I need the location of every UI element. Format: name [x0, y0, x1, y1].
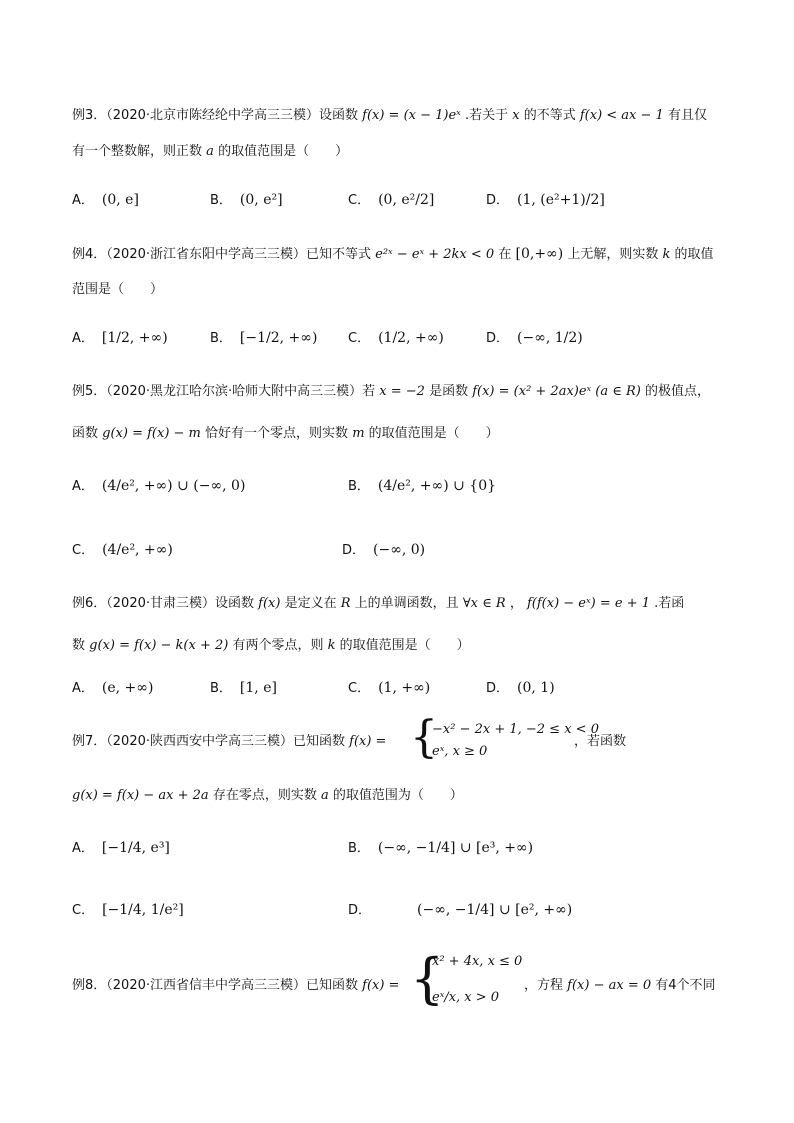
- ex7-option-c-math: [−1/4, 1/e²]: [102, 902, 184, 918]
- ex3-head: 例3．（2020·北京市陈经纶中学高三三模）设函数: [72, 108, 358, 123]
- ex5-formula: f(x) = (x² + 2ax)eˣ (a ∈ R): [472, 384, 641, 399]
- ex3-line2tail: 的取值范围是（ ）: [218, 144, 349, 159]
- ex3-option-d[interactable]: D． (1, (e²+1)/2]: [486, 192, 605, 208]
- ex4-interval: [0,+∞): [515, 246, 564, 262]
- ex3-param: a: [206, 144, 214, 159]
- ex6-option-b-math: [1, e]: [239, 680, 277, 696]
- ex5-option-c[interactable]: C． (4/e², +∞): [72, 542, 173, 558]
- ex4-line1: [72, 244, 714, 265]
- ex5-head: 例5．（2020·黑龙江哈尔滨·哈师大附中高三三模）若: [72, 384, 376, 399]
- ex6-option-a[interactable]: A． (e, +∞): [72, 680, 154, 696]
- ex5-option-d-math: (−∞, 0): [373, 542, 426, 558]
- ex3-var: x: [512, 108, 520, 123]
- ex4-tail2: 的取值: [674, 247, 714, 262]
- ex8-tail-line: [524, 976, 716, 996]
- ex4-head: 例4．（2020·浙江省东阳中学高三三模）已知不等式: [72, 247, 371, 262]
- ex7-f: f(x) =: [349, 734, 387, 749]
- ex4-tail: 上无解，则实数: [567, 247, 659, 262]
- ex4-line2-text: 范围是（ ）: [72, 282, 164, 297]
- ex7-option-a-math: [−1/4, e³]: [101, 840, 170, 856]
- ex3-option-a[interactable]: A． (0, e]: [72, 192, 139, 208]
- ex4-option-c-math: (1/2, +∞): [378, 330, 444, 346]
- ex6-option-c[interactable]: C． (1, +∞): [348, 680, 431, 696]
- ex5-line2b: 恰好有一个零点，则实数: [205, 426, 349, 441]
- ex5-line2a: 函数: [72, 426, 99, 441]
- ex6-tail: .若函: [654, 596, 685, 611]
- ex7-option-d-math: (−∞, −1/4] ∪ [e², +∞): [417, 902, 573, 918]
- ex7-piece2: eˣ, x ≥ 0: [432, 744, 488, 759]
- ex8-tail: ，方程: [524, 978, 564, 993]
- ex7-tail: ，若函数: [574, 734, 627, 749]
- ex5-line2: [72, 424, 499, 444]
- ex6-param: k: [327, 638, 336, 653]
- ex6-option-a-math: (e, +∞): [101, 680, 154, 696]
- ex3-option-a-math: (0, e]: [101, 192, 139, 208]
- ex3-line1: [72, 106, 707, 126]
- ex6-eq: f(f(x) − eˣ) = e + 1: [526, 596, 650, 611]
- ex5-mid: 是函数: [429, 384, 469, 399]
- ex7-param: a: [320, 788, 329, 803]
- ex7-piecewise-brace: {: [410, 712, 438, 763]
- ex4-option-d-math: (−∞, 1/2): [517, 330, 583, 346]
- ex6-option-c-math: (1, +∞): [378, 680, 431, 696]
- ex8-head: 例8．（2020·江西省信丰中学高三三模）已知函数: [72, 978, 358, 993]
- ex7-option-c[interactable]: C． [−1/4, 1/e²]: [72, 902, 184, 918]
- ex5-option-a-math: (4/e², +∞) ∪ (−∞, 0): [101, 478, 246, 494]
- ex3-option-c[interactable]: C． (0, e²/2]: [348, 192, 435, 208]
- ex8-piecewise-brace: {: [410, 947, 445, 1010]
- ex3-option-d-math: (1, (e²+1)/2]: [517, 192, 605, 208]
- ex3-ineq: f(x) < ax − 1: [579, 108, 664, 123]
- ex3-option-c-math: (0, e²/2]: [378, 192, 435, 208]
- ex4-option-b[interactable]: B． [−1/2, +∞): [210, 330, 318, 346]
- ex8-piece1: x² + 4x, x ≤ 0: [432, 954, 523, 969]
- ex5-line2c: 的取值范围是（ ）: [368, 426, 499, 441]
- ex3-formula: f(x) = (x − 1)eˣ: [362, 108, 461, 123]
- ex5-param: m: [352, 426, 365, 441]
- ex6-line1: [72, 594, 684, 614]
- ex6-line2c: 的取值范围是（ ）: [339, 638, 470, 653]
- ex8-tail2: 有4个不同: [655, 978, 716, 993]
- ex5-option-b-math: (4/e², +∞) ∪ {0}: [377, 478, 497, 494]
- ex4-option-a-math: [1/2, +∞): [101, 330, 168, 346]
- ex7-line2b: 存在零点，则实数: [212, 788, 317, 803]
- ex6-line2b: 有两个零点，则: [232, 638, 324, 653]
- ex3-option-b[interactable]: B． (0, e²]: [210, 192, 283, 208]
- ex3-mid: .若关于: [464, 108, 509, 123]
- ex6-option-b[interactable]: B． [1, e]: [210, 680, 277, 696]
- ex5-tail: 的极值点，: [645, 384, 711, 399]
- ex5-cond: x = −2: [379, 384, 425, 399]
- ex3-mid2: 的不等式: [523, 108, 576, 123]
- ex3-option-b-math: (0, e²]: [239, 192, 283, 208]
- ex5-option-d[interactable]: D． (−∞, 0): [342, 542, 426, 558]
- ex6-line2a: 数: [72, 638, 86, 653]
- ex3-tail: 有且仅: [667, 108, 707, 123]
- ex5-option-b[interactable]: B． (4/e², +∞) ∪ {0}: [348, 478, 497, 494]
- ex7-line2c: 的取值范围为（ ）: [332, 788, 463, 803]
- ex7-option-d[interactable]: D． (−∞, −1/4] ∪ [e², +∞): [348, 902, 573, 918]
- ex6-g: g(x) = f(x) − k(x + 2): [89, 638, 229, 653]
- ex7-line1: [72, 732, 386, 752]
- ex6-comma: ，: [509, 596, 523, 611]
- ex6-mid: 是定义在: [284, 596, 337, 611]
- ex8-eq: f(x) − ax = 0: [567, 978, 652, 993]
- ex5-g: g(x) = f(x) − m: [102, 426, 201, 441]
- ex4-formula: e²ˣ − eˣ + 2kx < 0: [375, 247, 495, 262]
- ex6-option-d[interactable]: D． (0, 1): [486, 680, 555, 696]
- ex7-piece1: −x² − 2x + 1, −2 ≤ x < 0: [432, 722, 599, 737]
- ex7-option-b[interactable]: B． (−∞, −1/4] ∪ [e³, +∞): [348, 840, 534, 856]
- ex4-param: k: [662, 247, 671, 262]
- ex4-option-a[interactable]: A． [1/2, +∞): [72, 330, 168, 346]
- ex6-line2: [72, 636, 470, 656]
- ex6-option-d-math: (0, 1): [517, 680, 555, 696]
- ex7-line2: [72, 786, 463, 806]
- ex3-line2: [72, 142, 348, 162]
- ex4-option-c[interactable]: C． (1/2, +∞): [348, 330, 444, 346]
- ex3-line2: 有一个整数解，则正数: [72, 144, 203, 159]
- ex6-head: 例6．（2020·甘肃三模）设函数: [72, 596, 254, 611]
- ex5-line1: [72, 382, 710, 402]
- ex6-mid2: 上的单调函数，且: [354, 596, 459, 611]
- ex4-option-d[interactable]: D． (−∞, 1/2): [486, 330, 583, 346]
- ex5-option-a[interactable]: A． (4/e², +∞) ∪ (−∞, 0): [72, 478, 246, 494]
- ex8-piece2: eˣ/x, x > 0: [432, 990, 500, 1005]
- ex6-forall: ∀x ∈ R: [462, 596, 506, 611]
- ex7-option-a[interactable]: A． [−1/4, e³]: [72, 840, 170, 856]
- ex5-option-c-math: (4/e², +∞): [102, 542, 173, 558]
- ex8-line1: [72, 976, 399, 996]
- ex4-option-b-math: [−1/2, +∞): [239, 330, 318, 346]
- ex4-mid: 在: [498, 247, 512, 262]
- ex7-g: g(x) = f(x) − ax + 2a: [72, 788, 209, 803]
- ex7-option-b-math: (−∞, −1/4] ∪ [e³, +∞): [377, 840, 534, 856]
- ex7-head: 例7．（2020·陕西西安中学高三三模）已知函数: [72, 734, 345, 749]
- ex6-f: f(x): [258, 596, 281, 611]
- ex6-R: R: [340, 596, 351, 611]
- ex4-line2: [72, 280, 163, 300]
- ex8-f: f(x) =: [362, 978, 400, 993]
